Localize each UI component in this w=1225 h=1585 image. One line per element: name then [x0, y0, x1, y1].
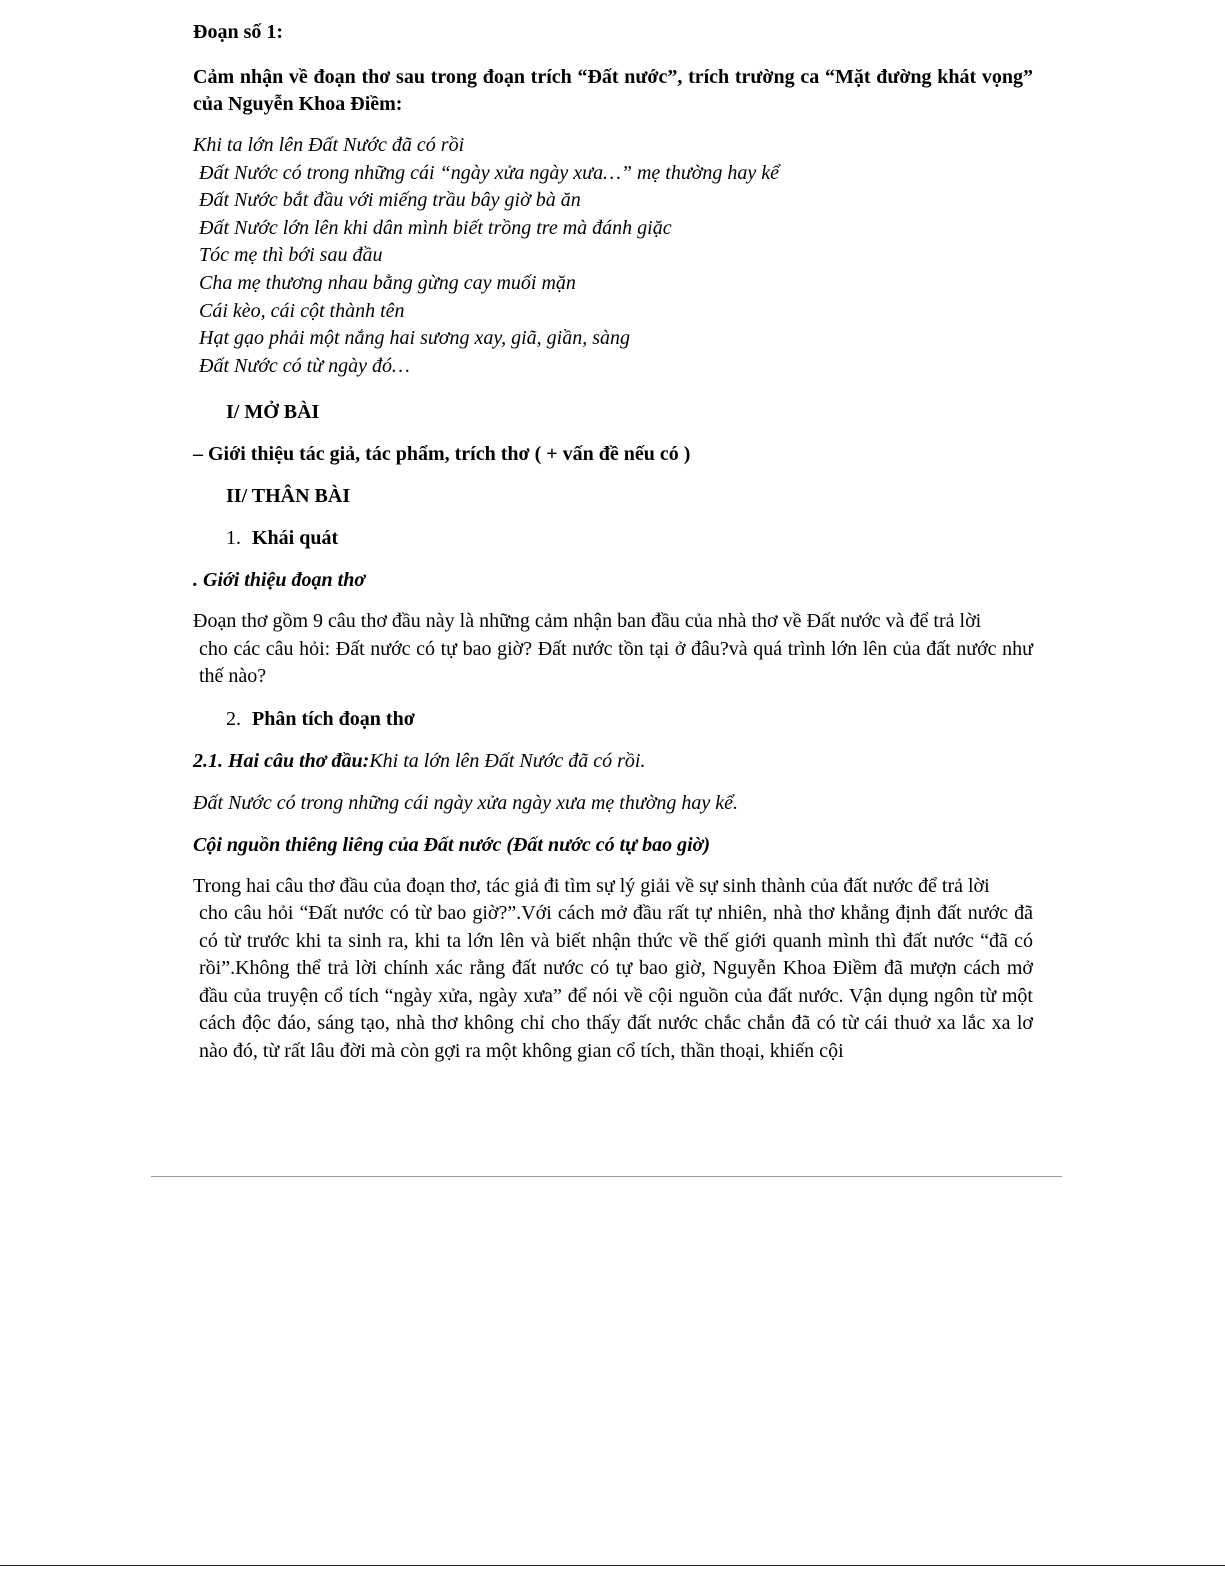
poem-line: Cha mẹ thương nhau bằng gừng cay muối mặn — [199, 271, 576, 294]
passage-heading: Đoạn số 1: — [193, 21, 284, 43]
poem-line: Hạt gạo phải một nắng hai sương xay, giã, giần, sàng — [199, 327, 631, 350]
subheading-intro-poem: . Giới thiệu đoạn thơ — [193, 569, 366, 592]
poem-line: Khi ta lớn lên Đất Nước đã có rồi — [193, 134, 465, 156]
poem-line: Cái kèo, cái cột thành tên — [199, 299, 405, 322]
paragraph-first-line: Đoạn thơ gồm 9 câu thơ đầu này là những cảm nhận ban đầu của nhà thơ về Đất nước và để trả lời — [193, 610, 982, 633]
numbered-item-analysis — [193, 705, 1033, 733]
poem-line: Đất Nước lớn lên khi dân mình biết trồng tre mà đánh giặc — [199, 216, 672, 239]
item-label: Khái quát — [252, 527, 339, 550]
previous-page-remnant — [210, 0, 510, 3]
poem-line: Đất Nước bắt đầu với miếng trầu bây giờ bà ăn — [199, 189, 581, 212]
subheading-label: 2.1. Hai câu thơ đầu: — [193, 749, 370, 772]
poem-line: Đất Nước có trong những cái “ngày xửa ngày xưa…” mẹ thường hay kể — [199, 161, 780, 184]
poem-line: Đất Nước có từ ngày đó… — [199, 354, 410, 377]
paragraph-overview — [193, 608, 1033, 691]
paragraph-first-line: Trong hai câu thơ đầu của đoạn thơ, tác giả đi tìm sự lý giải về sự sinh thành của đất nước để trả lời — [193, 874, 990, 897]
item-number: 1. — [226, 527, 241, 550]
assignment-title: Cảm nhận về đoạn thơ sau trong đoạn trích “Đất nước”, trích trường ca “Mặt đường khát vọng” của Nguyễn Khoa Điềm: — [193, 66, 1033, 115]
subheading-origin: Cội nguồn thiêng liêng của Đất nước (Đất nước có tự bao giờ) — [193, 833, 711, 856]
paragraph-continuation: cho câu hỏi “Đất nước có từ bao giờ?”.Với cách mở đầu rất tự nhiên, nhà thơ khẳng định đất nước đã có từ trước khi ta sinh ra, khi ta lớn lên và biết nhận thức về thế giới quanh mình thì đất nước “đã có rồi”.Không thể trả lời chính xác rằng đất nước có tự bao giờ, Nguyễn Khoa Điềm đã mượn cách mở đầu của truyện cổ tích “ngày xửa, ngày xưa” để nói về cội nguồn của đất nước. Vận dụng ngôn từ một cách độc đáo, sáng tạo, nhà thơ không chỉ cho thấy đất nước chắc chắn đã có từ cái thuở xa lắc xa lơ nào đó, từ rất lâu đời mà còn gợi ra một không gian cổ tích, thần thoại, khiến cội — [199, 902, 1033, 1062]
poem-line: Tóc mẹ thì bới sau đầu — [199, 244, 383, 267]
item-number: 2. — [226, 707, 241, 730]
subheading-two-lines — [193, 747, 1033, 775]
quote-line: Đất Nước có trong những cái ngày xửa ngày xưa mẹ thường hay kể. — [193, 791, 739, 814]
document-content — [193, 18, 1033, 1079]
numbered-item-overview — [193, 524, 1033, 552]
section-body-heading: II/ THÂN BÀI — [226, 485, 351, 508]
paragraph-analysis — [193, 873, 1033, 1066]
section-intro-heading: I/ MỞ BÀI — [226, 401, 320, 424]
page-divider — [151, 1176, 1062, 1177]
bottom-border — [0, 1565, 1225, 1566]
item-label: Phân tích đoạn thơ — [252, 707, 415, 730]
paragraph-continuation: cho các câu hỏi: Đất nước có tự bao giờ? Đất nước tồn tại ở đâu?và quá trình lớn lên của đất nước như thế nào? — [199, 637, 1033, 688]
subheading-quote: Khi ta lớn lên Đất Nước đã có rồi. — [369, 749, 646, 772]
poem-excerpt — [193, 132, 1033, 380]
intro-bullet: – Giới thiệu tác giả, tác phẩm, trích thơ ( + vấn đề nếu có ) — [193, 443, 691, 466]
